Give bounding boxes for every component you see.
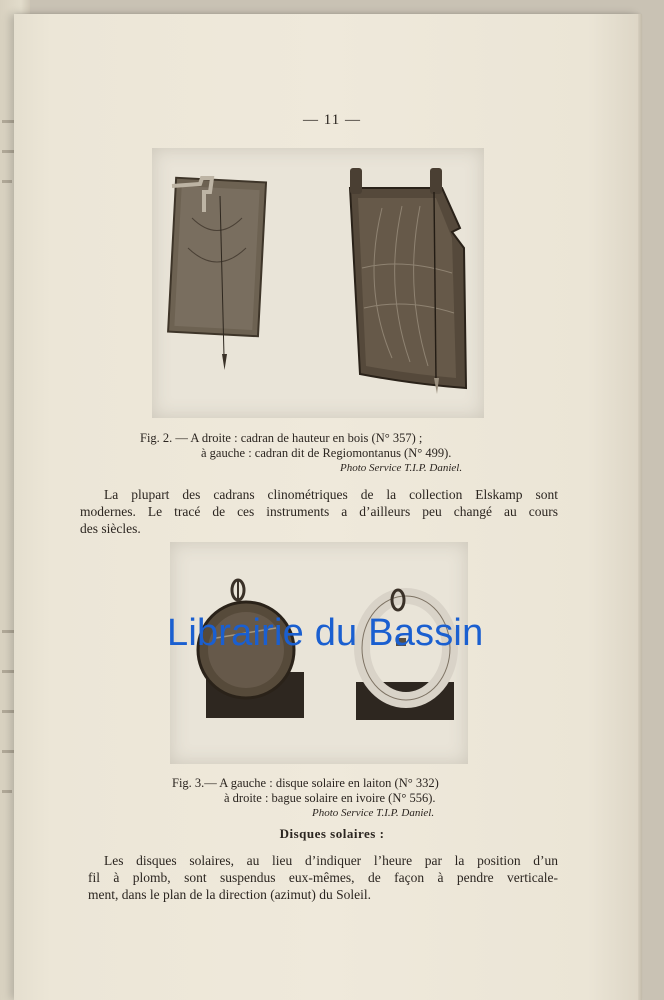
wooden-altitude-dial (168, 178, 266, 370)
figure-3-photo-credit: Photo Service T.I.P. Daniel. (312, 807, 435, 819)
figure-2-photo (152, 148, 484, 418)
figure-3-caption-line-1: Fig. 3.— A gauche : disque solaire en laiton (N° 332) (172, 776, 439, 790)
paragraph-1-line-3: des siècles. (80, 521, 141, 536)
ivory-sun-ring (356, 590, 454, 720)
page-number: — 11 — (303, 112, 361, 128)
paragraph-2-line-3: ment, dans le plan de la direction (azimut) du Soleil. (88, 887, 372, 902)
paragraph-sun-discs (88, 852, 558, 903)
paragraph-1-line-1: La plupart des cadrans clinométriques de la collection Elskamp sont (104, 487, 558, 502)
paragraph-1-line-2: modernes. Le tracé de ces instruments a d’ailleurs peu changé au cours (80, 504, 558, 519)
paragraph-2-line-1: Les disques solaires, au lieu d’indiquer l’heure par la position d’un (104, 853, 558, 868)
figure-2-illustration (152, 148, 484, 418)
paragraph-2-line-2: fil à plomb, sont suspendus eux-mêmes, de façon à pendre verticale- (88, 870, 558, 885)
figure-3-caption-line-2: à droite : bague solaire en ivoire (N° 556). (224, 791, 436, 805)
figure-2-caption-line-2: à gauche : cadran dit de Regiomontanus (N° 499). (201, 446, 452, 460)
regiomontanus-dial (350, 168, 466, 394)
figure-3-caption (172, 776, 482, 821)
section-heading: Disques solaires : (279, 826, 385, 841)
page-edge-shadow (638, 14, 642, 1000)
paragraph-clinometric (80, 486, 558, 537)
figure-2-caption (140, 431, 510, 476)
bookseller-watermark: Librairie du Bassin (167, 612, 484, 654)
figure-2-photo-credit: Photo Service T.I.P. Daniel. (340, 462, 463, 474)
figure-2-caption-line-1: Fig. 2. — A droite : cadran de hauteur en bois (N° 357) ; (140, 431, 423, 445)
